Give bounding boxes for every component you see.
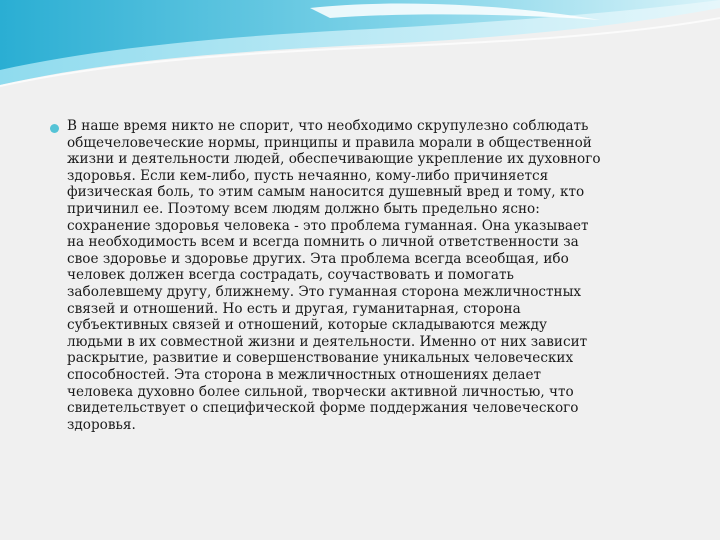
paragraph-line: сохранение здоровья человека - это проблема гуманная. Она указывает — [67, 217, 589, 234]
paragraph-line: общечеловеческие нормы, принципы и правила морали в общественной — [67, 134, 592, 151]
paragraph-line: на необходимость всем и всегда помнить о личной ответственности за — [67, 234, 579, 251]
paragraph-line: человека духовно более сильной, творчески активной личностью, что — [67, 383, 574, 400]
paragraph-line: здоровья. — [67, 416, 136, 433]
paragraph-line: свое здоровье и здоровье других. Эта проблема всегда всеобщая, ибо — [67, 250, 569, 267]
paragraph-line: заболевшему другу, ближнему. Это гуманная сторона межличностных — [67, 283, 582, 300]
paragraph-line: субъективных связей и отношений, которые складываются между — [67, 317, 548, 334]
paragraph-line: здоровья. Если кем-либо, пусть нечаянно, кому-либо причиняется — [67, 167, 549, 184]
paragraph-line: свидетельствует о специфической форме поддержания человеческого — [67, 400, 579, 417]
paragraph-line: физическая боль, то этим самым наносится душевный вред и тому, кто — [67, 184, 585, 201]
bullet-dot-icon — [50, 124, 59, 133]
content-area — [50, 118, 680, 433]
paragraph-line: связей и отношений. Но есть и другая, гуманитарная, сторона — [67, 300, 521, 317]
paragraph-line: способностей. Эта сторона в межличностных отношениях делает — [67, 366, 542, 383]
body-paragraph — [67, 118, 601, 433]
paragraph-line: человек должен всегда сострадать, соучаствовать и помогать — [67, 267, 514, 284]
paragraph-line: В наше время никто не спорит, что необходимо скрупулезно соблюдать — [67, 118, 589, 134]
paragraph-line: раскрытие, развитие и совершенствование уникальных человеческих — [67, 350, 574, 367]
paragraph-line: причинил ее. Поэтому всем людям должно быть предельно ясно: — [67, 200, 540, 217]
paragraph-line: людьми в их совместной жизни и деятельности. Именно от них зависит — [67, 333, 588, 350]
header-wave-decoration — [0, 0, 720, 110]
paragraph-line: жизни и деятельности людей, обеспечивающие укрепление их духовного — [67, 151, 601, 168]
bullet-item — [50, 118, 680, 433]
